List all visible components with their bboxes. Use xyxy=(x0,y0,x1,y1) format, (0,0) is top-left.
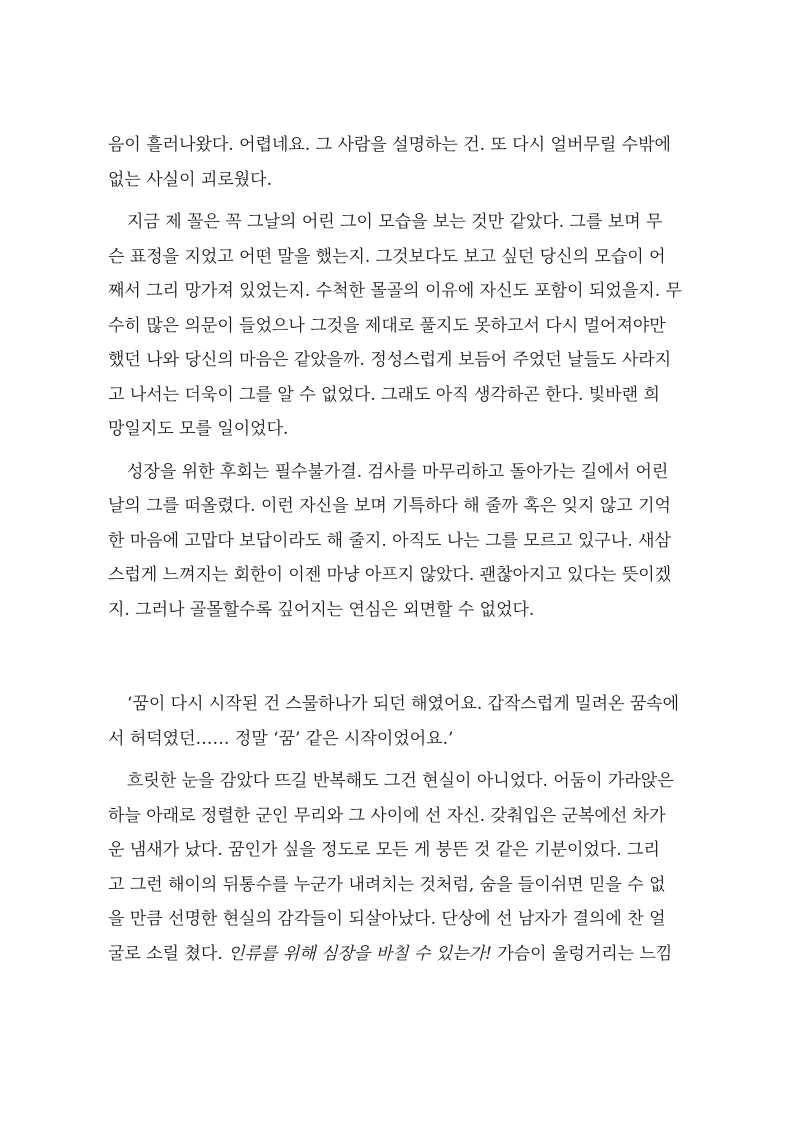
text-line: 을 만큼 선명한 현실의 감각들이 되살아났다. 단상에 선 남자가 결의에 찬 얼 xyxy=(108,909,666,929)
paragraph-2 xyxy=(108,205,693,447)
text-line: 하늘 아래로 정렬한 군인 무리와 그 사이에 선 자신. 갖춰입은 군복에선 차가 xyxy=(108,805,666,826)
text-line: 슨 표정을 지었고 어떤 말을 했는지. 그것보다도 보고 싶던 당신의 모습이 어 xyxy=(108,246,666,267)
text-line: ‘꿈이 다시 시작된 건 스물하나가 되던 해였어요. 갑작스럽게 밀려온 꿈속에 xyxy=(127,694,680,714)
text-line: 음이 흘러나왔다. 어렵네요. 그 사람을 설명하는 건. 또 다시 얼버무릴 수밖에 xyxy=(108,135,671,155)
document-page xyxy=(108,128,693,979)
text-line: 운 냄새가 났다. 꿈인가 싶을 정도로 모든 게 붕뜬 것 같은 기분이었다. 그리 xyxy=(108,840,660,860)
text-line: 수히 많은 의문이 들었으나 그것을 제대로 풀지도 못하고서 다시 멀어져야만 xyxy=(108,315,666,336)
text-line: 망일지도 모를 일이었다. xyxy=(108,419,289,439)
text-line: 날의 그를 떠올렸다. 이런 자신을 보며 기특하다 해 줄까 혹은 잊지 않고 기억 xyxy=(108,496,671,516)
paragraph-3 xyxy=(108,455,693,628)
text-line: 고 그런 해이의 뒤통수를 누군가 내려치는 것처럼, 숨을 들이쉬면 믿을 수 없 xyxy=(108,874,666,895)
text-line: 흐릿한 눈을 감았다 뜨길 반복해도 그건 현실이 아니었다. 어둠이 가라앉은 xyxy=(127,771,674,791)
text-line: 스럽게 느껴지는 회한이 이젠 마냥 아프지 않았다. 괜찮아지고 있다는 뜻이겠 xyxy=(108,565,672,585)
text-line: 한 마음에 고맙다 보답이라도 해 줄지. 아직도 나는 그를 모르고 있구나. 새삼 xyxy=(108,530,671,551)
text-line: 없는 사실이 괴로웠다. xyxy=(108,169,273,190)
paragraph-5 xyxy=(108,764,693,971)
text-line: 째서 그리 망가져 있었는지. 수척한 몰골의 이유에 자신도 포함이 되었을지. 무 xyxy=(108,281,682,301)
paragraph-4 xyxy=(108,687,693,756)
text-run: 가슴이 울렁거리는 느낌 xyxy=(491,943,673,964)
section-break xyxy=(108,635,693,687)
text-line: 지금 제 꼴은 꼭 그날의 어린 그이 모습을 보는 것만 같았다. 그를 보며 무 xyxy=(127,212,663,232)
text-line: 성장을 위한 후회는 필수불가결. 검사를 마무리하고 돌아가는 길에서 어린 xyxy=(127,461,669,482)
text-line: 지. 그러나 골몰할수록 깊어지는 연심은 외면할 수 없었다. xyxy=(108,599,535,620)
italic-quote: 인류를 위해 심장을 바칠 수 있는가! xyxy=(228,943,492,964)
text-line: 고 나서는 더욱이 그를 알 수 없었다. 그래도 아직 생각하곤 한다. 빛바랜 희 xyxy=(108,384,660,405)
text-line: 서 허덕였던…… 정말 ‘꿈’ 같은 시작이었어요.’ xyxy=(108,728,454,749)
text-run: 굴로 소릴 쳤다. xyxy=(108,943,229,964)
text-line-last xyxy=(108,937,693,972)
paragraph-1 xyxy=(108,128,693,197)
text-line: 했던 나와 당신의 마음은 같았을까. 정성스럽게 보듬어 주었던 날들도 사라지 xyxy=(108,350,672,370)
